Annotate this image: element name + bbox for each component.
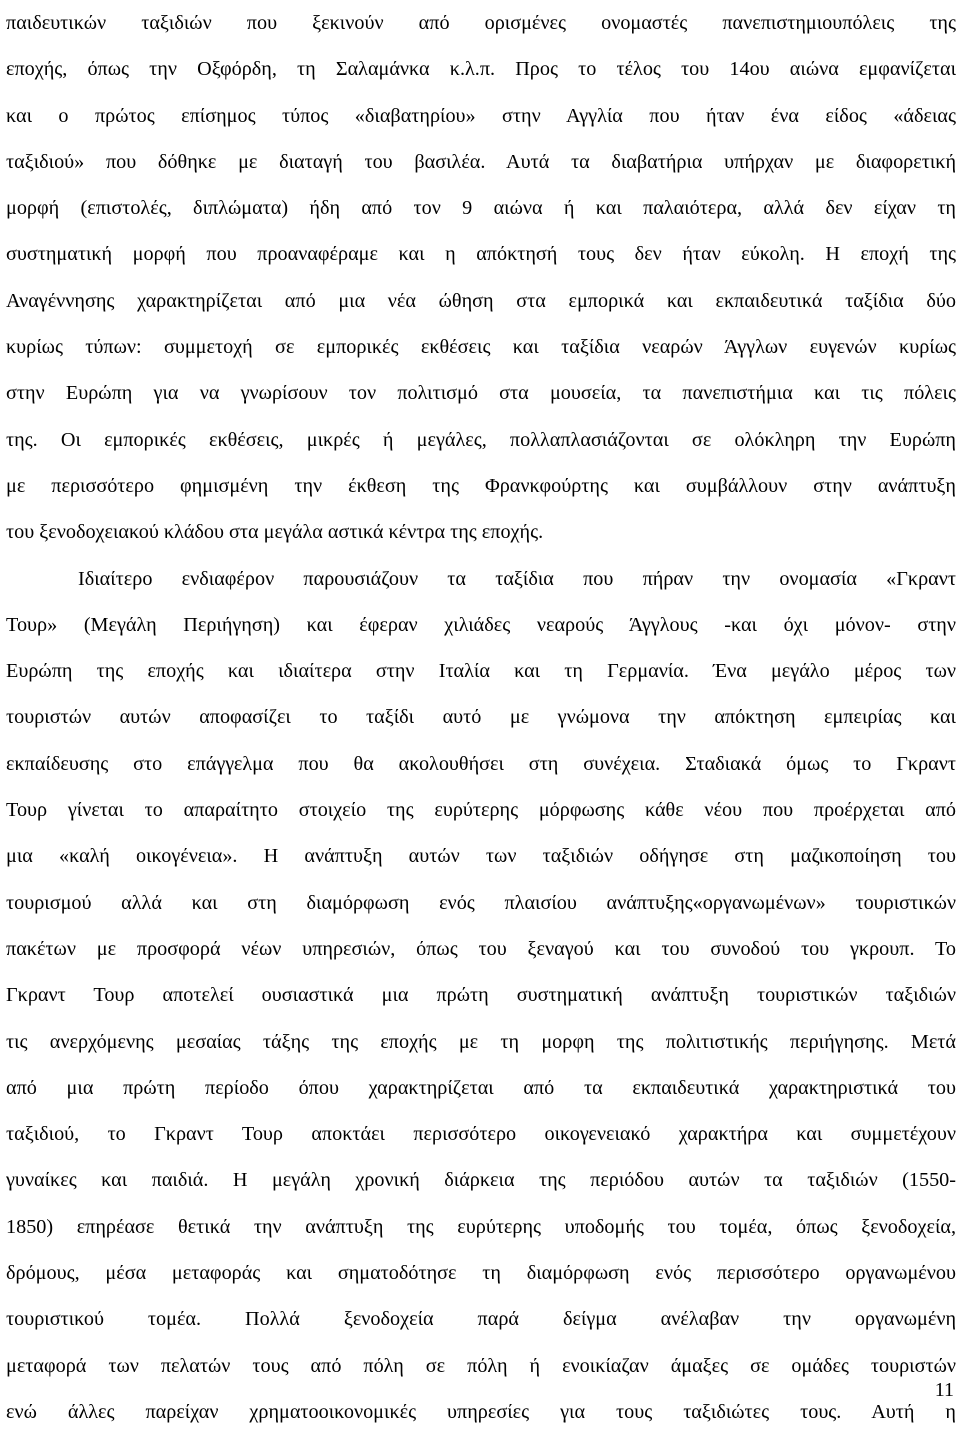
text-line: από μια πρώτη περίοδο όπου χαρακτηρίζεται από τα εκπαιδευτικά χαρακτηριστικά του bbox=[6, 1076, 956, 1099]
text-line: τις ανερχόμενης μεσαίας τάξης της εποχής με τη μορφη της πολιτιστικής περιήγησης. Μετά bbox=[6, 1030, 956, 1053]
text-line: μια «καλή οικογένεια». Η ανάπτυξη αυτών των ταξιδιών οδήγησε στη μαζικοποίηση του bbox=[6, 845, 956, 868]
text-line: δρόμους, μέσα μεταφοράς και σηματοδότησε τη διαμόρφωση ενός περισσότερο οργανωμένου bbox=[6, 1262, 956, 1285]
text-line: παιδευτικών ταξιδιών που ξεκινούν από ορισμένες ονομαστές πανεπιστημιουπόλεις της bbox=[6, 12, 956, 34]
text-line: Αναγέννησης χαρακτηρίζεται από μια νέα ώθηση στα εμπορικά και εκπαιδευτικά ταξίδια δύο bbox=[6, 289, 956, 312]
text-line-paragraph-end: του ξενοδοχειακού κλάδου στα μεγάλα αστικά κέντρα της εποχής. bbox=[6, 521, 544, 544]
page-number: 11 bbox=[934, 1379, 954, 1401]
text-line: εποχής, όπως την Οξφόρδη, τη Σαλαμάνκα κ.λ.π. Προς το τέλος του 14ου αιώνα εμφανίζεται bbox=[6, 58, 956, 81]
text-line: Ευρώπη της εποχής και ιδιαίτερα στην Ιταλία και τη Γερμανία. Ένα μεγάλο μέρος των bbox=[6, 660, 956, 683]
text-line: μορφή (επιστολές, διπλώματα) ήδη από τον 9 αιώνα ή και παλαιότερα, αλλά δεν είχαν τη bbox=[6, 197, 956, 220]
text-line: ενώ άλλες παρείχαν χρηματοοικονομικές υπηρεσίες για τους ταξιδιώτες τους. Αυτή η bbox=[6, 1400, 956, 1423]
text-line: με περισσότερο φημισμένη την έκθεση της Φρανκφούρτης και συμβάλλουν στην ανάπτυξη bbox=[6, 474, 956, 497]
text-line: Τουρ» (Μεγάλη Περιήγηση) και έφεραν χιλιάδες νεαρούς Άγγλους -και όχι μόνον- στην bbox=[6, 613, 956, 636]
text-line: συστηματική μορφή που προαναφέραμε και η απόκτησή τους δεν ήταν εύκολη. Η εποχή της bbox=[6, 243, 956, 266]
text-line: τουρισμού αλλά και στη διαμόρφωση ενός πλαισίου ανάπτυξης«οργανωμένων» τουριστικών bbox=[6, 891, 956, 914]
body-text bbox=[6, 0, 956, 1435]
text-line: Τουρ γίνεται το απαραίτητο στοιχείο της ευρύτερης μόρφωσης κάθε νέου που προέρχεται από bbox=[6, 799, 956, 822]
text-line: και ο πρώτος επίσημος τύπος «διαβατηρίου» στην Αγγλία που ήταν ένα είδος «άδειας bbox=[6, 104, 956, 127]
text-line: κυρίως τύπων: συμμετοχή σε εμπορικές εκθέσεις και ταξίδια νεαρών Άγγλων ευγενών κυρίως bbox=[6, 336, 956, 359]
text-line: στην Ευρώπη για να γνωρίσουν τον πολιτισμό στα μουσεία, τα πανεπιστήμια και τις πόλεις bbox=[6, 382, 956, 405]
text-line: ταξιδιού» που δόθηκε με διαταγή του βασιλέα. Αυτά τα διαβατήρια υπήρχαν με διαφορετική bbox=[6, 150, 956, 173]
text-line-paragraph-start: Ιδιαίτερο ενδιαφέρον παρουσιάζουν τα ταξίδια που πήραν την ονομασία «Γκραντ bbox=[78, 567, 956, 590]
text-line: γυναίκες και παιδιά. Η μεγάλη χρονική διάρκεια της περιόδου αυτών τα ταξιδιών (1550- bbox=[6, 1169, 956, 1192]
text-line: πακέτων με προσφορά νέων υπηρεσιών, όπως του ξεναγού και του συνοδού του γκρουπ. Το bbox=[6, 937, 956, 960]
text-line: τουριστικού τομέα. Πολλά ξενοδοχεία παρά δείγμα ανέλαβαν την οργανωμένη bbox=[6, 1308, 956, 1331]
text-line: 1850) επηρέασε θετικά την ανάπτυξη της ευρύτερης υποδομής του τομέα, όπως ξενοδοχεία, bbox=[6, 1215, 956, 1238]
text-line: τουριστών αυτών αποφασίζει το ταξίδι αυτό με γνώμονα την απόκτηση εμπειρίας και bbox=[6, 706, 956, 729]
text-line: ταξιδιού, το Γκραντ Τουρ αποκτάει περισσότερο οικογενειακό χαρακτήρα και συμμετέχουν bbox=[6, 1123, 956, 1146]
text-line: εκπαίδευσης στο επάγγελμα που θα ακολουθήσει στη συνέχεια. Σταδιακά όμως το Γκραντ bbox=[6, 752, 956, 775]
text-line: Γκραντ Τουρ αποτελεί ουσιαστικά μια πρώτη συστηματική ανάπτυξη τουριστικών ταξιδιών bbox=[6, 984, 956, 1007]
text-line: της. Οι εμπορικές εκθέσεις, μικρές ή μεγάλες, πολλαπλασιάζονται σε ολόκληρη την Ευρώπη bbox=[6, 428, 956, 451]
text-line: μεταφορά των πελατών τους από πόλη σε πόλη ή ενοικίαζαν άμαξες σε ομάδες τουριστών bbox=[6, 1354, 956, 1377]
